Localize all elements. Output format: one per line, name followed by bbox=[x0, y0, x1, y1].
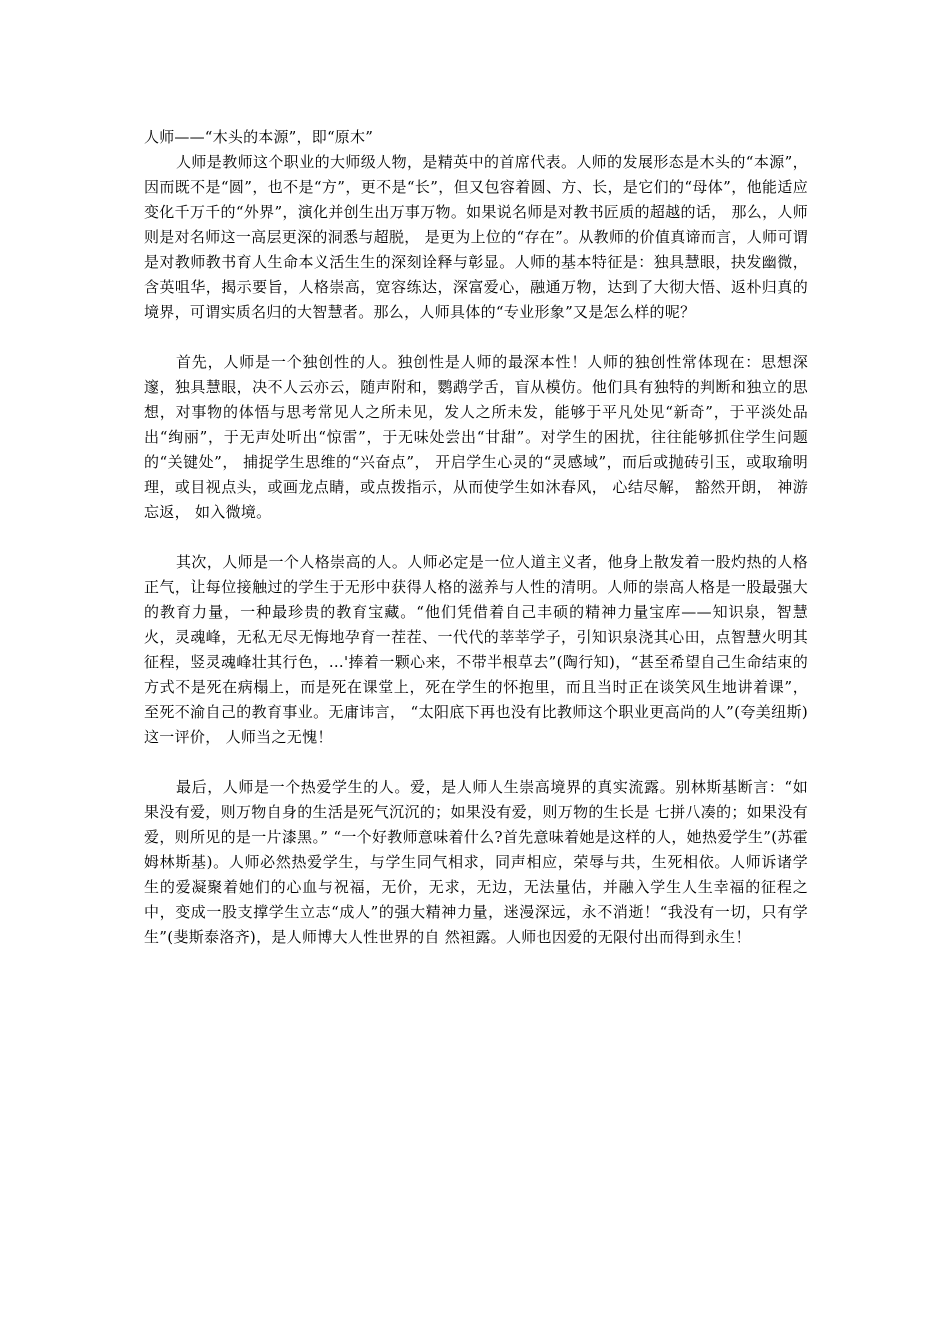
paragraph-intro: 人师是教师这个职业的大师级人物，是精英中的首席代表。人师的发展形态是木头的“本源”，因而既不是“圆”，也不是“方”，更不是“长”，但又包容着圆、方、长，是它们的“母体”，他能适应变化千万千的“外界”，演化并创生出万事万物。如果说名师是对教书匠质的超越的话， 那么，人师则是对名师这一高层更深的洞悉与超脱， 是更为上位的“存在”。从教师的价值真谛而言，人师可谓是对教师教书育人生命本义活生生的深刻诠释与彰显。人师的基本特征是：独具慧眼，抉发幽微，含英咀华，揭示要旨，人格崇高，宽容练达，深富爱心，融通万物，达到了大彻大悟、返朴归真的境界，可谓实质名归的大智慧者。那么，人师具体的“专业形象”又是怎么样的呢？ bbox=[144, 153, 808, 321]
paragraph-spacer bbox=[144, 525, 808, 550]
paragraph-last: 最后，人师是一个热爱学生的人。爱，是人师人生崇高境界的真实流露。别林斯基断言：“如果没有爱，则万物自身的生活是死气沉沉的；如果没有爱，则万物的生长是 七拼八凑的；如果没有爱，则所见的是一片漆黑。” “一个好教师意味着什么?首先意味着她是这样的人，她热爱学生”(苏霍姆林斯基)。人师必然热爱学生，与学生同气相求，同声相应，荣辱与共，生死相依。人师诉诸学生的爱凝聚着她们的心血与祝福，无价，无求，无边，无法量估，并融入学生人生幸福的征程之中，变成一股支撑学生立志“成人”的强大精神力量，迷漫深远，永不消逝！“我没有一切，只有学生”(斐斯泰洛齐)，是人师博大人性世界的自 然袒露。人师也因爱的无限付出而得到永生！ bbox=[144, 778, 808, 946]
paragraph-spacer bbox=[144, 325, 808, 350]
paragraph-spacer bbox=[144, 750, 808, 775]
document-title: 人师——“木头的本源”，即“原木” bbox=[144, 128, 374, 146]
paragraph-second: 其次，人师是一个人格崇高的人。人师必定是一位人道主义者，他身上散发着一股灼热的人格正气，让每位接触过的学生于无形中获得人格的滋养与人性的清明。人师的崇高人格是一股最强大的教育力量，一种最珍贵的教育宝藏。“他们凭借着自己丰硕的精神力量宝库——知识泉，智慧火，灵魂峰，无私无尽无悔地孕育一茬茬、一代代的莘莘学子，引知识泉浇其心田，点智慧火明其征程，竖灵魂峰壮其行色，…'捧着一颗心来，不带半根草去”(陶行知)，“甚至希望自己生命结束的方式不是死在病榻上，而是死在课堂上，死在学生的怀抱里，而且当时正在谈笑风生地讲着课”，至死不渝自己的教育事业。无庸讳言， “太阳底下再也没有比教师这个职业更高尚的人”(夸美纽斯)这一评价， 人师当之无愧！ bbox=[144, 553, 808, 746]
document-page bbox=[144, 125, 808, 950]
paragraph-first: 首先，人师是一个独创性的人。独创性是人师的最深本性！人师的独创性常体现在：思想深邃，独具慧眼，决不人云亦云，随声附和，鹦鹉学舌，盲从模仿。他们具有独特的判断和独立的思想，对事物的体悟与思考常见人之所未见，发人之所未发，能够于平凡处见“新奇”，于平淡处品出“绚丽”，于无声处听出“惊雷”，于无味处尝出“甘甜”。对学生的困扰，往往能够抓住学生问题的“关键处”， 捕捉学生思维的“兴奋点”， 开启学生心灵的“灵感域”，而后或抛砖引玉，或取瑜明理，或目视点头，或画龙点睛，或点拨指示，从而使学生如沐春风， 心结尽解， 豁然开朗， 神游忘返， 如入微境。 bbox=[144, 353, 808, 521]
